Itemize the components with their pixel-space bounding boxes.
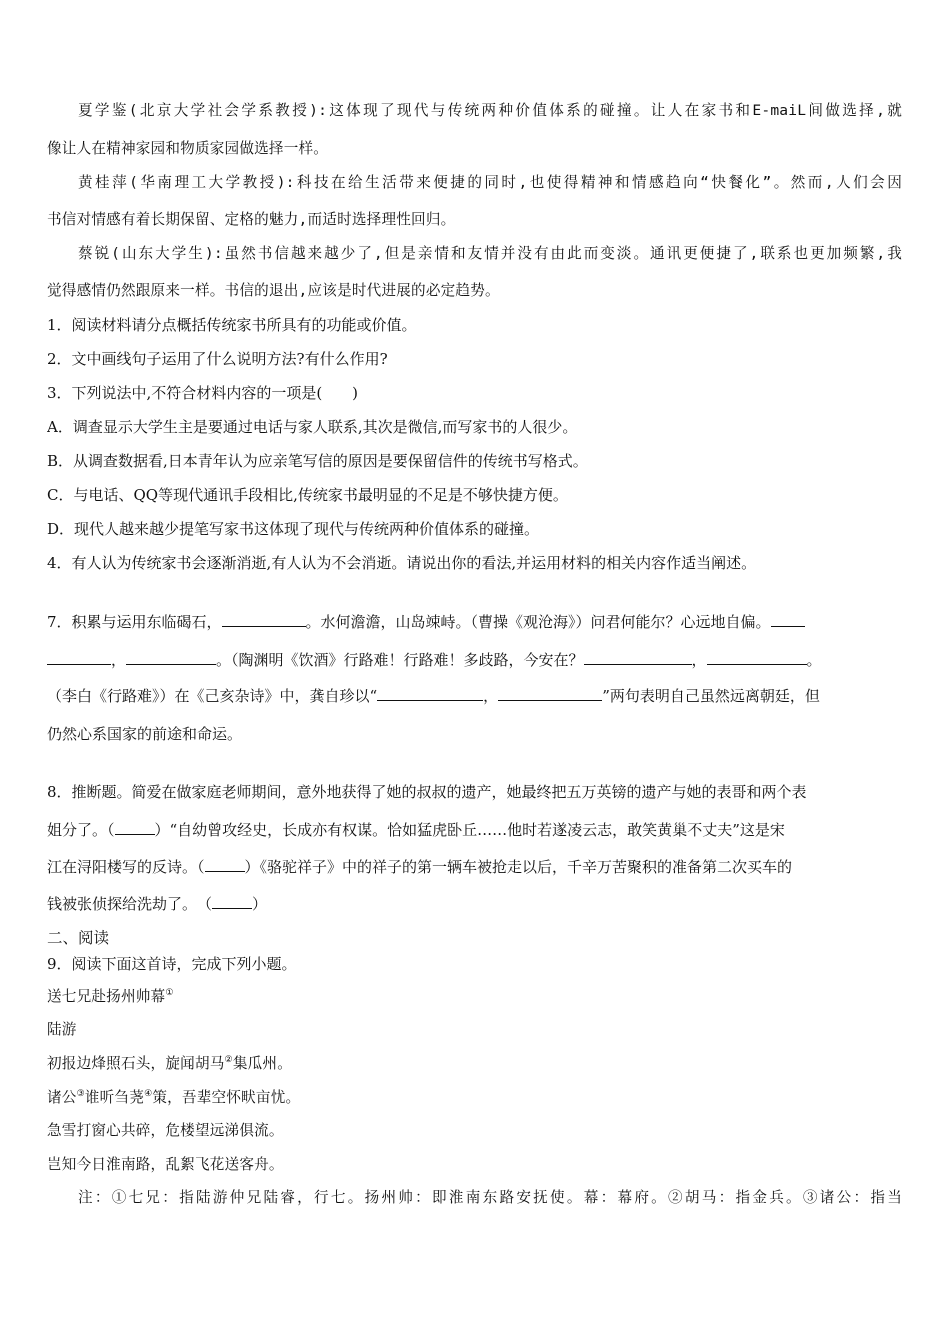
option-c: C．与电话、QQ等现代通讯手段相比,传统家书最明显的不足是不够快捷方便。 (47, 486, 568, 504)
poem-title-text: 送七兄赴扬州帅幕 (47, 988, 166, 1005)
q7-blank-2a[interactable] (771, 612, 805, 627)
opinion-huang-line1: 黄桂萍(华南理工大学教授):科技在给生活带来便捷的同时,也使得精神和情感趋向“快餐化”。然而,人们会因 (78, 174, 902, 191)
question-7-line3 (47, 686, 902, 706)
question-4: 4．有人认为传统家书会逐渐消逝,有人认为不会消逝。请说出你的看法,并运用材料的相关内容作适当阐述。 (47, 554, 757, 572)
q7-text-e: ”两句表明自己虽然远离朝廷，但 (602, 687, 820, 705)
q7-blank-7[interactable] (498, 686, 602, 701)
poem-line-2-b: 谁听刍荛 (84, 1089, 145, 1106)
q7-comma-1: ， (111, 651, 127, 669)
question-9: 9．阅读下面这首诗，完成下列小题。 (47, 955, 297, 973)
question-1: 1．阅读材料请分点概括传统家书所具有的功能或价值。 (47, 316, 417, 334)
poem-author: 陆游 (47, 1021, 77, 1038)
q8-text-a: 姐分了。（ (47, 821, 115, 839)
q8-text-e: 钱被张侦探给洗劫了。 （ (47, 895, 213, 913)
poem-notes: 注：①七兄：指陆游仲兄陆睿，行七。扬州帅：即淮南东路安抚使。幕：幕府。②胡马：指金兵。③诸公：指当 (78, 1189, 902, 1206)
q8-text-b: ）“自幼曾攻经史，长成亦有权谋。恰如猛虎卧丘……他时若遂凌云志，敢笑黄巢不丈夫”这是宋 (154, 821, 785, 839)
q7-blank-6[interactable] (377, 686, 483, 701)
question-7-line1 (47, 612, 902, 632)
question-3: 3．下列说法中,不符合材料内容的一项是( ) (47, 384, 359, 402)
q7-text-b: 。水何澹澹，山岛竦峙。（曹操《观沧海》）问君何能尔？心远地自偏。 (305, 613, 771, 631)
poem-title-note: ① (165, 988, 174, 998)
q7-blank-1[interactable] (222, 612, 306, 627)
q8-blank-2[interactable] (205, 857, 245, 872)
poem-line-2-c: 策，吾辈空怀畎亩忧。 (152, 1089, 301, 1106)
q7-blank-4[interactable] (584, 650, 692, 665)
poem-title (47, 987, 902, 1007)
q8-text-c: 江在浔阳楼写的反诗。（ (47, 858, 205, 876)
question-7-line4: 仍然心系国家的前途和命运。 (47, 725, 243, 743)
opinion-xia-line1: 夏学鉴(北京大学社会学系教授):这体现了现代与传统两种价值体系的碰撞。让人在家书和E-maiL间做选择,就 (78, 102, 902, 119)
q7-blank-2b[interactable] (47, 650, 111, 665)
q7-text-d: （李白《行路难》）在《己亥杂诗》中，龚自珍以“ (47, 687, 378, 705)
opinion-xia-line2: 像让人在精神家园和物质家园做选择一样。 (47, 140, 329, 157)
section-heading-reading: 二、阅读 (47, 929, 110, 947)
option-d: D．现代人越来越少提笔写家书这体现了现代与传统两种价值体系的碰撞。 (47, 520, 540, 538)
poem-line-1-b: 集瓜州。 (232, 1055, 292, 1072)
question-8-line2 (47, 820, 902, 840)
option-b: B．从调查数据看,日本青年认为应亲笔写信的原因是要保留信件的传统书写格式。 (47, 452, 588, 470)
q7-comma-3: ， (483, 687, 499, 705)
q7-blank-3[interactable] (126, 650, 216, 665)
q7-text-a: 7．积累与运用东临碣石， (47, 613, 222, 631)
opinion-cai-line2: 觉得感情仍然跟原来一样。书信的退出,应该是时代进展的必定趋势。 (47, 282, 500, 299)
poem-line-4: 岂知今日淮南路，乱絮飞花送客舟。 (47, 1156, 284, 1173)
poem-line-2-a: 诸公 (47, 1089, 77, 1106)
poem-line-1-a: 初报边烽照石头，旋闻胡马 (47, 1055, 225, 1072)
q8-text-f: ） (252, 895, 268, 913)
poem-line-3: 急雪打窗心共碎，危楼望远涕俱流。 (47, 1122, 284, 1139)
q7-end: 。 (806, 651, 822, 669)
question-8-line4 (47, 894, 902, 914)
q7-blank-5[interactable] (707, 650, 807, 665)
question-8-line3 (47, 857, 902, 877)
poem-line-2 (47, 1088, 902, 1108)
poem-line-2-note-1: ③ (76, 1089, 85, 1099)
question-2: 2．文中画线句子运用了什么说明方法?有什么作用? (47, 350, 388, 368)
opinion-huang-line2: 书信对情感有着长期保留、定格的魅力,而适时选择理性回归。 (47, 211, 456, 228)
option-a: A．调查显示大学生主是要通过电话与家人联系,其次是微信,而写家书的人很少。 (47, 418, 578, 436)
q8-blank-1[interactable] (115, 820, 155, 835)
opinion-cai-line1: 蔡锐(山东大学生):虽然书信越来越少了,但是亲情和友情并没有由此而变淡。通讯更便捷了,联系也更加频繁,我 (78, 245, 902, 262)
question-8-line1: 8．推断题。简爱在做家庭老师期间，意外地获得了她的叔叔的遗产，她最终把五万英镑的遗产与她的表哥和两个表 (47, 783, 807, 801)
q8-blank-3[interactable] (212, 894, 252, 909)
q7-comma-2: ， (691, 651, 707, 669)
q8-text-d: ）《骆驼祥子》中的祥子的第一辆车被抢走以后，千辛万苦聚积的准备第二次买车的 (244, 858, 793, 876)
poem-line-2-note-2: ④ (144, 1089, 153, 1099)
q7-text-c: 。（陶渊明《饮酒》行路难！行路难！多歧路，今安在？ (216, 651, 584, 669)
poem-line-1-note: ② (224, 1055, 233, 1065)
question-7-line2 (47, 650, 902, 670)
poem-line-1 (47, 1054, 902, 1074)
